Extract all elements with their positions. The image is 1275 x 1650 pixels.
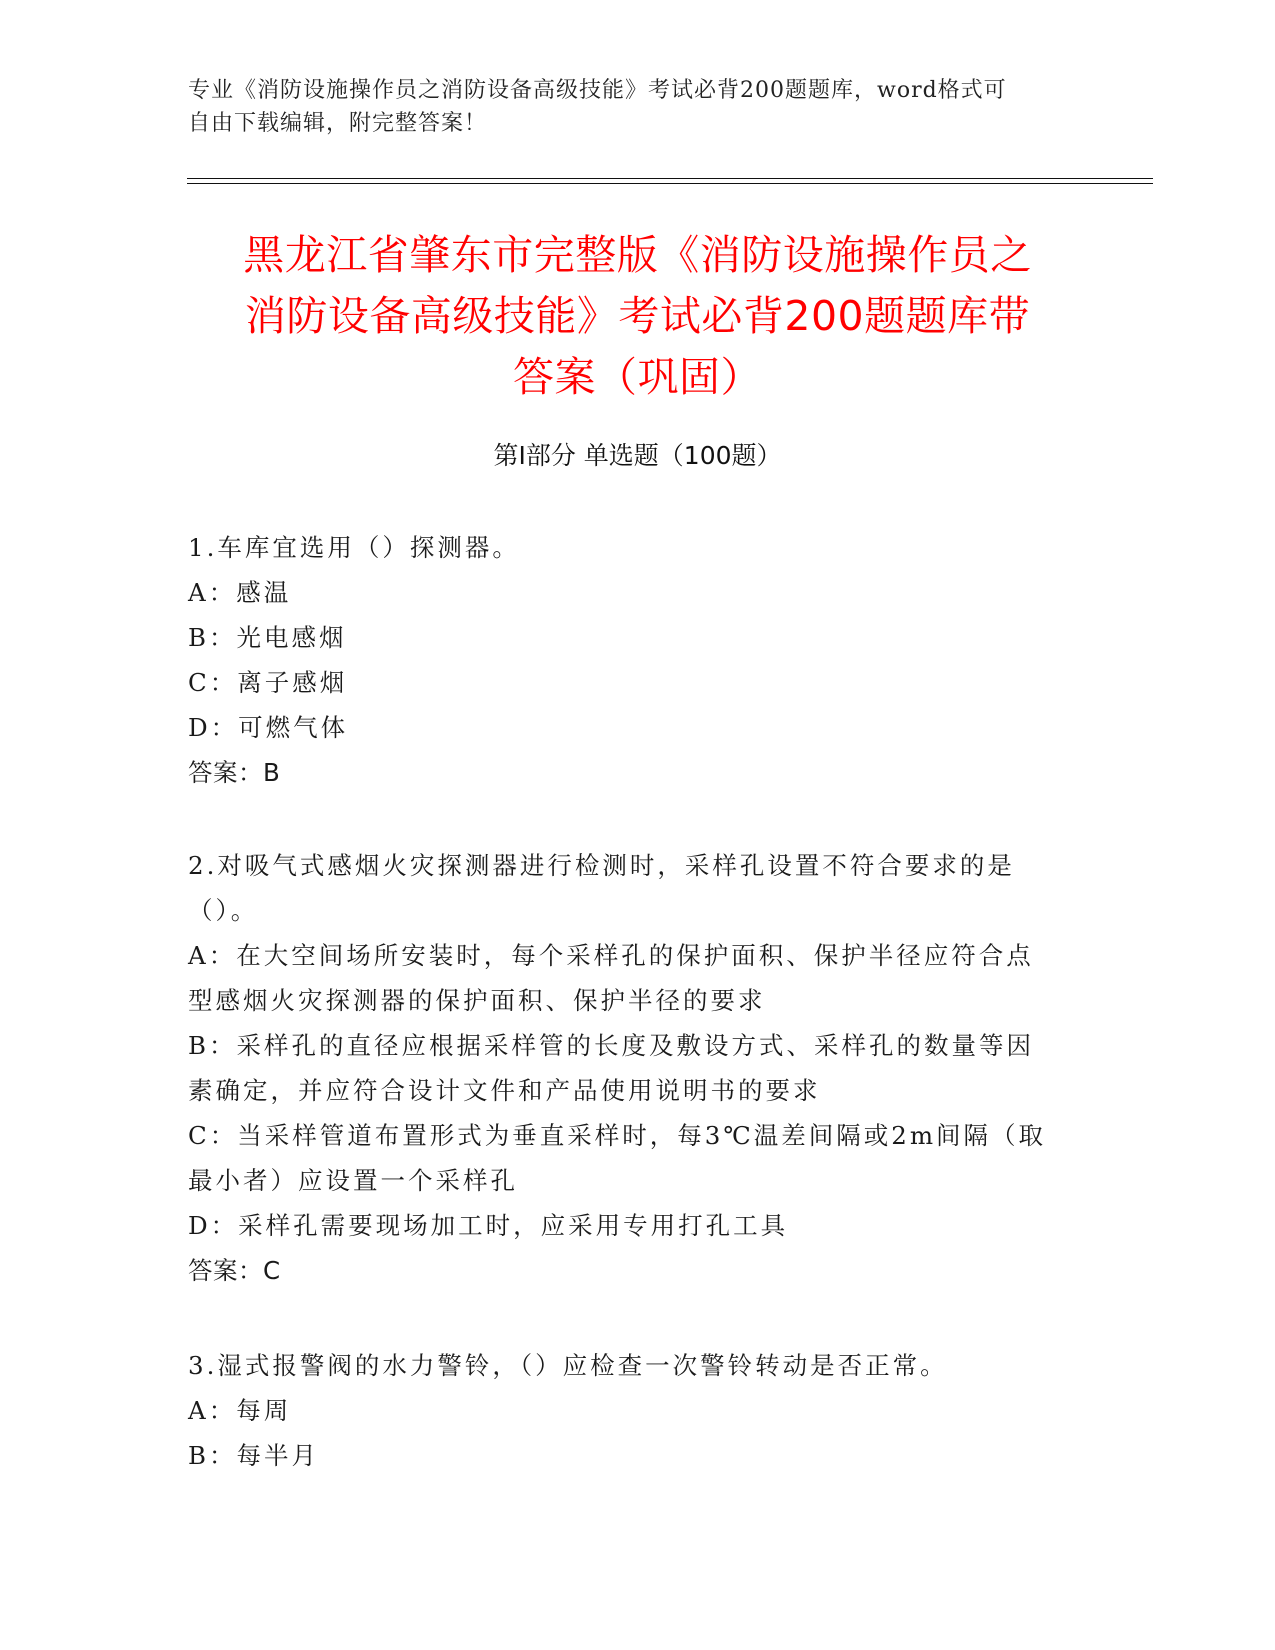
document-title bbox=[150, 225, 1125, 408]
question-2-answer: 答案：C bbox=[188, 1256, 281, 1285]
question-2-option-c-line-2: 最小者）应设置一个采样孔 bbox=[188, 1166, 518, 1195]
question-1-stem: 1.车库宜选用（）探测器。 bbox=[188, 533, 520, 562]
question-1-option-a: A：感温 bbox=[188, 578, 292, 607]
question-2 bbox=[188, 843, 1088, 1293]
question-1-answer: 答案：B bbox=[188, 758, 281, 787]
question-3-option-a: A：每周 bbox=[188, 1396, 292, 1425]
header-divider-bottom bbox=[187, 183, 1153, 184]
section-title: 第Ⅰ部分 单选题（100题） bbox=[493, 441, 782, 470]
question-2-option-a-line-1: A：在大空间场所安装时，每个采样孔的保护面积、保护半径应符合点 bbox=[188, 941, 1034, 970]
question-2-option-c-line-1: C：当采样管道布置形式为垂直采样时，每3℃温差间隔或2m间隔（取 bbox=[188, 1121, 1047, 1150]
question-2-stem-line-1: 2.对吸气式感烟火灾探测器进行检测时，采样孔设置不符合要求的是 bbox=[188, 851, 1015, 880]
question-2-option-b-line-1: B：采样孔的直径应根据采样管的长度及敷设方式、采样孔的数量等因 bbox=[188, 1031, 1035, 1060]
header-divider-top bbox=[187, 178, 1153, 179]
document-title-line-1: 黑龙江省肇东市完整版《消防设施操作员之 bbox=[243, 231, 1032, 279]
question-2-stem-line-2: （）。 bbox=[188, 896, 259, 925]
question-1-option-d: D：可燃气体 bbox=[188, 713, 349, 742]
question-1-option-b: B：光电感烟 bbox=[188, 623, 347, 652]
header-note bbox=[188, 74, 1068, 140]
question-3 bbox=[188, 1343, 1088, 1478]
header-note-line-1: 专业《消防设施操作员之消防设备高级技能》考试必背200题题库，word格式可 bbox=[188, 78, 1007, 103]
question-2-option-a-line-2: 型感烟火灾探测器的保护面积、保护半径的要求 bbox=[188, 986, 766, 1015]
question-1-option-c: C：离子感烟 bbox=[188, 668, 348, 697]
header-note-line-2: 自由下载编辑，附完整答案！ bbox=[188, 111, 488, 136]
question-2-option-b-line-2: 素确定，并应符合设计文件和产品使用说明书的要求 bbox=[188, 1076, 821, 1105]
question-1 bbox=[188, 525, 1088, 795]
question-3-stem: 3.湿式报警阀的水力警铃，（）应检查一次警铃转动是否正常。 bbox=[188, 1351, 948, 1380]
document-title-line-3: 答案（巩固） bbox=[513, 353, 762, 401]
question-3-option-b: B：每半月 bbox=[188, 1441, 320, 1470]
document-title-line-2: 消防设备高级技能》考试必背200题题库带 bbox=[244, 292, 1031, 340]
question-2-option-d: D：采样孔需要现场加工时，应采用专用打孔工具 bbox=[188, 1211, 789, 1240]
